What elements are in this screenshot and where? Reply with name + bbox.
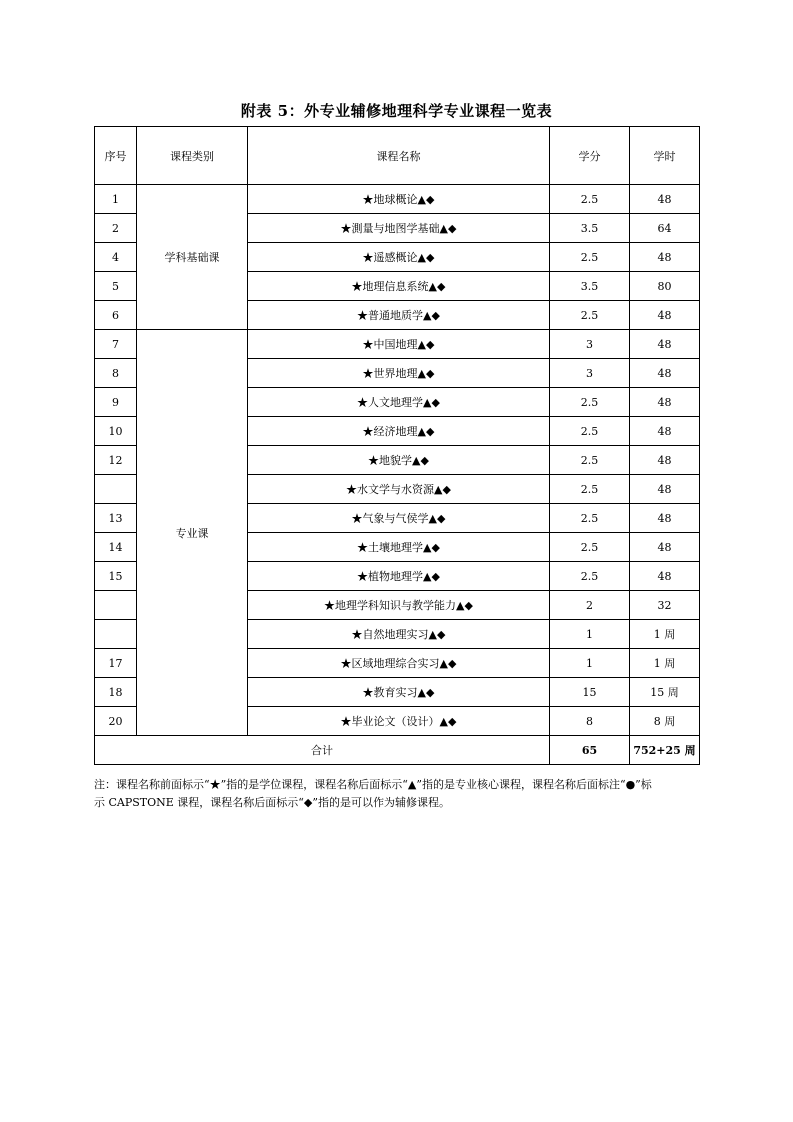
course-credit: 3	[550, 330, 630, 359]
course-name: ★地理信息系统▲◆	[248, 272, 550, 301]
header-hours: 学时	[630, 127, 700, 185]
course-hours: 15 周	[630, 678, 700, 707]
course-hours: 48	[630, 475, 700, 504]
course-no: 6	[95, 301, 137, 330]
course-name: ★经济地理▲◆	[248, 417, 550, 446]
course-no: 15	[95, 562, 137, 591]
course-credit: 15	[550, 678, 630, 707]
course-credit: 2	[550, 591, 630, 620]
table-header-row	[95, 127, 700, 185]
course-name: ★植物地理学▲◆	[248, 562, 550, 591]
course-hours: 48	[630, 533, 700, 562]
course-hours: 64	[630, 214, 700, 243]
course-category: 专业课	[137, 330, 248, 736]
course-no: 7	[95, 330, 137, 359]
course-name: ★世界地理▲◆	[248, 359, 550, 388]
course-name: ★地球概论▲◆	[248, 185, 550, 214]
header-credit: 学分	[550, 127, 630, 185]
course-hours: 48	[630, 388, 700, 417]
course-credit: 2.5	[550, 185, 630, 214]
course-name: ★气象与气侯学▲◆	[248, 504, 550, 533]
course-credit: 2.5	[550, 388, 630, 417]
course-name: ★地貌学▲◆	[248, 446, 550, 475]
table-row	[95, 185, 700, 214]
course-name: ★水文学与水资源▲◆	[248, 475, 550, 504]
course-hours: 48	[630, 243, 700, 272]
course-no: 18	[95, 678, 137, 707]
course-hours: 48	[630, 446, 700, 475]
course-hours: 48	[630, 562, 700, 591]
course-no: 8	[95, 359, 137, 388]
course-category: 学科基础课	[137, 185, 248, 330]
page-title: 附表 5：外专业辅修地理科学专业课程一览表	[240, 102, 553, 120]
course-hours: 48	[630, 504, 700, 533]
course-name: ★中国地理▲◆	[248, 330, 550, 359]
course-name: ★土壤地理学▲◆	[248, 533, 550, 562]
course-credit: 3.5	[550, 272, 630, 301]
course-no: 14	[95, 533, 137, 562]
course-hours: 8 周	[630, 707, 700, 736]
course-hours: 48	[630, 359, 700, 388]
total-row	[95, 736, 700, 765]
course-no	[95, 591, 137, 620]
total-credit: 65	[550, 736, 630, 765]
course-hours: 48	[630, 417, 700, 446]
total-hours: 752+25 周	[630, 736, 700, 765]
course-no: 5	[95, 272, 137, 301]
course-credit: 2.5	[550, 417, 630, 446]
course-credit: 8	[550, 707, 630, 736]
course-credit: 1	[550, 649, 630, 678]
course-name: ★教育实习▲◆	[248, 678, 550, 707]
course-credit: 2.5	[550, 475, 630, 504]
footnote-line-2: 示 CAPSTONE 课程，课程名称后面标示“◆”指的是可以作为辅修课程。	[94, 796, 451, 809]
course-hours: 80	[630, 272, 700, 301]
course-no	[95, 475, 137, 504]
course-hours: 48	[630, 301, 700, 330]
total-label: 合计	[95, 736, 550, 765]
course-name: ★地理学科知识与教学能力▲◆	[248, 591, 550, 620]
course-name: ★人文地理学▲◆	[248, 388, 550, 417]
course-hours: 48	[630, 185, 700, 214]
footnote-line-1: 注：课程名称前面标示“★”指的是学位课程，课程名称后面标示“▲”指的是专业核心课程，课程名称后面标注“●”标	[94, 778, 652, 791]
course-no	[95, 620, 137, 649]
course-credit: 2.5	[550, 504, 630, 533]
course-credit: 2.5	[550, 446, 630, 475]
table-body	[95, 185, 700, 765]
course-credit: 2.5	[550, 243, 630, 272]
header-name: 课程名称	[248, 127, 550, 185]
course-credit: 2.5	[550, 301, 630, 330]
course-credit: 3.5	[550, 214, 630, 243]
course-name: ★普通地质学▲◆	[248, 301, 550, 330]
course-no: 4	[95, 243, 137, 272]
course-no: 2	[95, 214, 137, 243]
course-hours: 1 周	[630, 649, 700, 678]
course-no: 12	[95, 446, 137, 475]
footnote	[94, 776, 700, 812]
course-no: 13	[95, 504, 137, 533]
course-credit: 2.5	[550, 533, 630, 562]
header-category: 课程类别	[137, 127, 248, 185]
header-no: 序号	[95, 127, 137, 185]
course-credit: 1	[550, 620, 630, 649]
course-hours: 32	[630, 591, 700, 620]
course-no: 17	[95, 649, 137, 678]
course-no: 10	[95, 417, 137, 446]
table-row	[95, 330, 700, 359]
course-hours: 48	[630, 330, 700, 359]
course-no: 1	[95, 185, 137, 214]
course-credit: 2.5	[550, 562, 630, 591]
course-name: ★自然地理实习▲◆	[248, 620, 550, 649]
course-credit: 3	[550, 359, 630, 388]
course-name: ★測量与地图学基础▲◆	[248, 214, 550, 243]
course-no: 9	[95, 388, 137, 417]
course-hours: 1 周	[630, 620, 700, 649]
course-no: 20	[95, 707, 137, 736]
course-name: ★遥感概论▲◆	[248, 243, 550, 272]
course-name: ★区域地理综合实习▲◆	[248, 649, 550, 678]
course-table	[94, 126, 700, 765]
course-name: ★毕业论文（设计）▲◆	[248, 707, 550, 736]
